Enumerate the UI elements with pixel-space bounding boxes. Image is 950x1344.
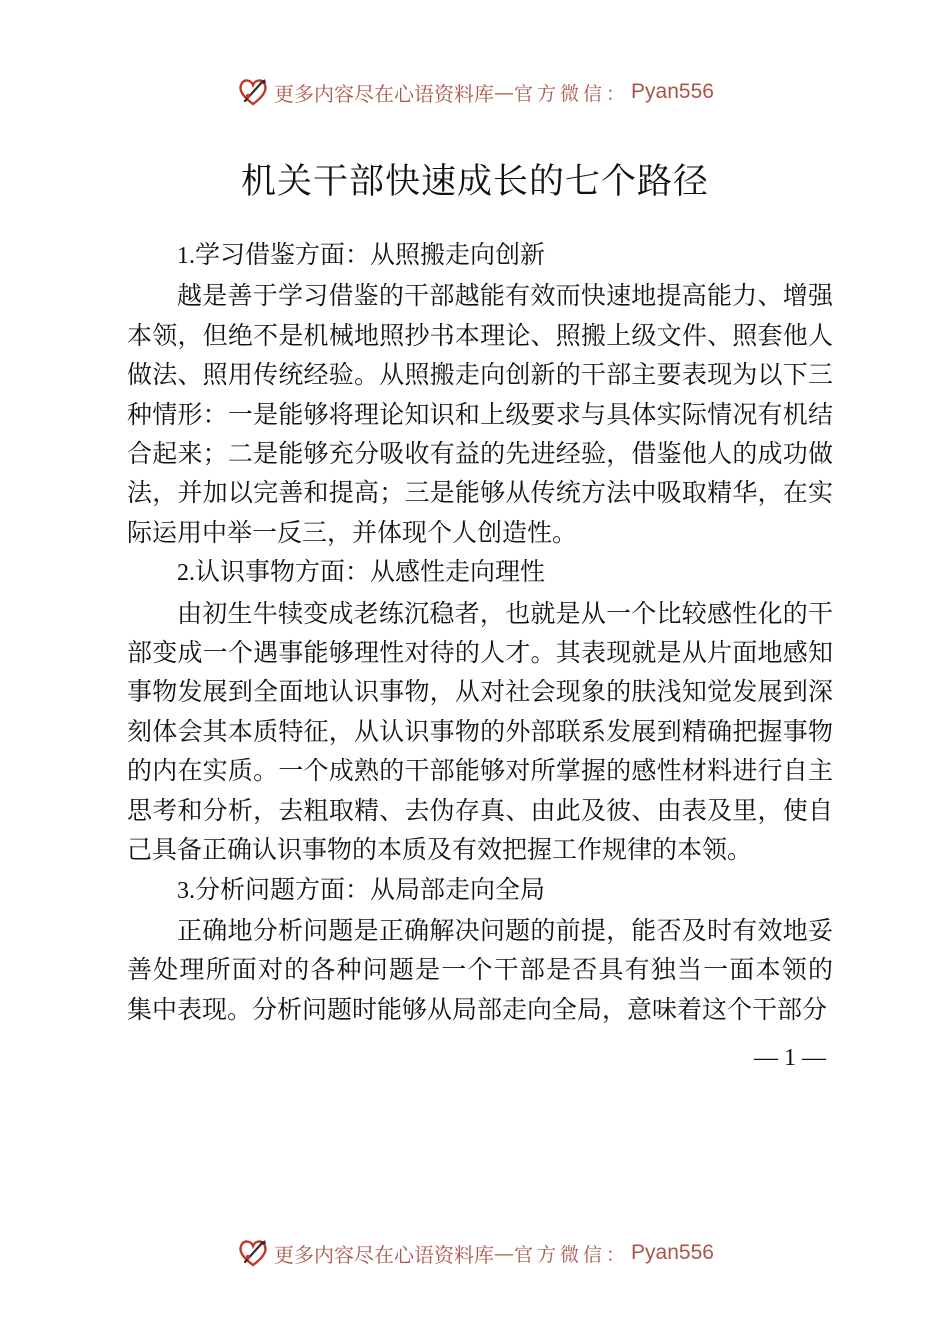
banner-separator: — xyxy=(494,80,515,104)
section-paragraph: 由初生牛犊变成老练沉稳者，也就是从一个比较感性化的干部变成一个遇事能够理性对待的人才。其表现就是从片面地感知事物发展到全面地认识事物，从对社会现象的肤浅知觉发展到深刻体会其本质特征，从认识事物的外部联系发展到精确把握事物的内在实质。一个成熟的干部能够对所掌握的感性材料进行自主思考和分析，去粗取精、去伪存真、由此及彼、由表及里，使自己具备正确认识事物的本质及有效把握工作规律的本领。 xyxy=(127,598,833,865)
heart-quill-logo-icon xyxy=(236,75,270,109)
section-heading-text: 认识事物方面：从感性走向理性 xyxy=(195,557,546,587)
top-watermark-banner xyxy=(0,72,950,112)
page-number: — 1 — xyxy=(754,1045,826,1071)
section-heading xyxy=(127,870,833,911)
banner-wechat-handle: Pyan556 xyxy=(631,1241,714,1264)
banner-separator: — xyxy=(494,1241,515,1265)
heart-quill-logo-icon xyxy=(236,1236,270,1270)
document-title: 机关干部快速成长的七个路径 xyxy=(240,162,709,202)
section-number: 3. xyxy=(177,877,195,904)
banner-wechat-label: 官方微信： xyxy=(514,82,630,105)
section-heading-text: 分析问题方面：从局部走向全局 xyxy=(195,874,546,904)
section-heading-text: 学习借鉴方面：从照搬走向创新 xyxy=(195,240,546,269)
bottom-watermark-banner xyxy=(0,1233,950,1273)
section-heading xyxy=(127,552,833,593)
document-body xyxy=(127,235,833,1029)
banner-wechat-label: 官方微信： xyxy=(514,1243,630,1266)
section-paragraph: 越是善于学习借鉴的干部越能有效而快速地提高能力、增强本领，但绝不是机械地照抄书本理论、照搬上级文件、照套他人做法、照用传统经验。从照搬走向创新的干部主要表现为以下三种情形：一是能够将理论知识和上级要求与具体实际情况有机结合起来；二是能够充分吸收有益的先进经验，借鉴他人的成功做法，并加以完善和提高；三是能够从传统方法中吸取精华，在实际运用中举一反三，并体现个人创造性。 xyxy=(127,281,833,547)
banner-slogan: 更多内容尽在心语资料库 xyxy=(274,81,495,106)
section-number: 2. xyxy=(177,560,195,587)
banner-slogan: 更多内容尽在心语资料库 xyxy=(274,1242,495,1267)
banner-wechat-handle: Pyan556 xyxy=(631,80,714,103)
section-heading xyxy=(127,235,833,276)
section-number: 1. xyxy=(177,243,195,269)
section-paragraph: 正确地分析问题是正确解决问题的前提，能否及时有效地妥善处理所面对的各种问题是一个干部是否具有独当一面本领的 集中表现。分析问题时能够从局部走向全局，意味着这个干部分 xyxy=(127,915,833,1024)
